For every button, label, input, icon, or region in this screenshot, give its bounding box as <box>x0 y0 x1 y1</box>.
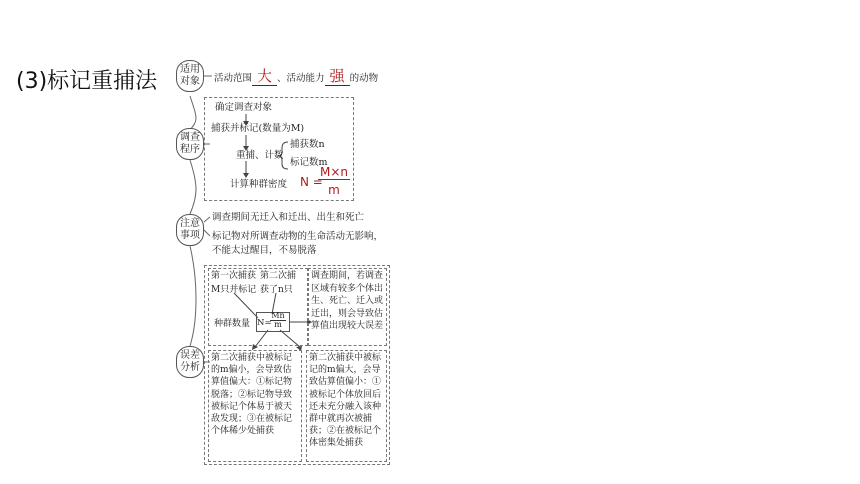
applicable-text-after: 的动物 <box>349 73 379 84</box>
error-low-m-text: 第二次捕获中被标记的m偏小，会导致估算值偏大：①标记物脱落；②标记物导致被标记个体易于被天敌发现；③在被标记个体稀少处捕获 <box>211 353 293 437</box>
spine-label-applicable: 适用对象 <box>176 60 204 92</box>
blank-range-answer: 大 <box>252 67 277 86</box>
formula-left: N = <box>300 175 323 189</box>
applicable-row <box>214 67 379 85</box>
error-formula-num: Mn <box>271 311 285 320</box>
blank-ability-answer: 强 <box>325 67 350 86</box>
note-marker-effect: 标记物对所调查动物的生命活动无影响，不能太过醒目，不易脱落 <box>212 231 384 256</box>
procedure-count-captured: 捕获数n <box>290 139 325 150</box>
second-capture-label: 第二次捕获了n只 <box>260 271 297 295</box>
procedure-count-marked: 标记数m <box>290 157 328 168</box>
population-label: 种群数量 <box>214 319 251 329</box>
applicable-text-middle: 、活动能力 <box>277 73 325 84</box>
procedure-step-mark: 捕获并标记(数量为M) <box>211 123 305 134</box>
procedure-step-determine: 确定调查对象 <box>215 102 273 113</box>
page-title: (3)标记重捕法 <box>16 69 158 94</box>
applicable-text-before: 活动范围 <box>214 73 253 84</box>
spine-label-error: 误差分析 <box>176 346 204 378</box>
procedure-step-density: 计算种群密度 <box>230 179 288 190</box>
error-high-m-text: 第二次捕获中被标记的m偏大，会导致估算值偏小：①被标记个体放回后还未充分融入该种群中就再次被捕获；②在被标记个体密集处捕获 <box>309 353 382 449</box>
error-migration-text: 调查期间，若调查区域有较多个体出生、死亡、迁入或迁出，则会导致估算值出现较大误差 <box>311 271 384 331</box>
error-formula-left: N= <box>257 318 272 328</box>
procedure-step-recapture: 重捕、计数 <box>236 150 284 161</box>
error-formula-den: m <box>274 320 282 329</box>
formula-denominator: m <box>328 183 340 197</box>
spine-label-procedure: 调查程序 <box>176 128 204 160</box>
note-no-migration: 调查期间无迁入和迁出、出生和死亡 <box>212 212 365 223</box>
first-capture-label: 第一次捕获 M只并标记 <box>211 271 257 295</box>
spine-label-notes: 注意事项 <box>176 214 204 246</box>
formula-numerator: M×n <box>319 165 348 179</box>
